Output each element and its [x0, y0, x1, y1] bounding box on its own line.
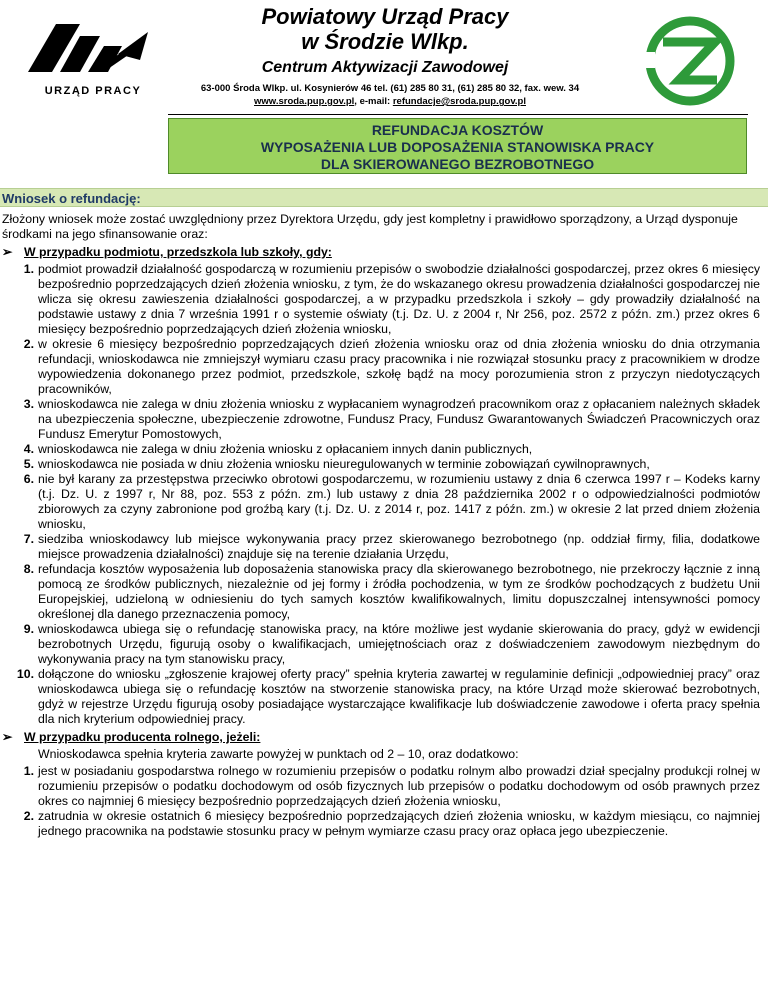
office-address: 63-000 Środa Wlkp. ul. Kosynierów 46 tel. (61) 285 80 31, (61) 285 80 32, fax. wew. 34	[200, 83, 580, 94]
list-number: 7.	[23, 532, 34, 546]
list-number: 8.	[23, 562, 34, 576]
email-link[interactable]: refundacje@sroda.pup.gov.pl	[392, 96, 526, 107]
document-body	[0, 212, 760, 841]
list-number: 4.	[23, 442, 34, 456]
office-name-line1: Powiatowy Urząd Pracy	[261, 4, 509, 29]
list-item	[0, 764, 760, 809]
email-label: , e-mail:	[354, 96, 393, 107]
document-header	[0, 0, 768, 115]
list-text: wnioskodawca nie zalega w dniu złożenia wniosku z opłacaniem innych danin publicznych,	[38, 442, 533, 456]
list-item	[0, 562, 760, 622]
document-title-banner	[168, 118, 747, 174]
banner-line1: REFUNDACJA KOSZTÓW	[371, 122, 544, 138]
list-item	[0, 262, 760, 337]
list-number: 1.	[23, 764, 34, 778]
part1-title: W przypadku podmiotu, przedszkola lub szkoły, gdy:	[24, 245, 332, 259]
list-item	[0, 667, 760, 727]
intro-paragraph: Złożony wniosek może zostać uwzględniony przez Dyrektora Urzędu, gdy jest kompletny i prawidłowo sporządzony, a Urząd dysponuje środkami na jego sfinansowanie oraz:	[2, 212, 738, 241]
arrow-bullet-icon: ➢	[2, 245, 13, 259]
list-item	[0, 397, 760, 442]
cz-emblem-icon	[643, 12, 738, 110]
list-number: 3.	[23, 397, 34, 411]
list-text: wnioskodawca nie posiada w dniu złożenia wniosku nieuregulowanych w terminie zobowiązań cywilnoprawnych,	[38, 457, 650, 471]
list-text: jest w posiadaniu gospodarstwa rolnego w rozumieniu przepisów o podatku rolnym albo prowadzi dział specjalny produkcji rolnej w rozumieniu przepisów o podatku dochodowym od osób fizycznych lub przepisów o podatku dochodowym od osób prawnych przez okres co najmniej 6 miesięcy bezpośrednio poprzedzających dzień złożenia wniosku,	[38, 764, 760, 808]
list-item	[0, 622, 760, 667]
header-divider	[168, 114, 748, 115]
part2-intro: Wnioskodawca spełnia kryteria zawarte powyżej w punktach od 2 – 10, oraz dodatkowo:	[38, 747, 519, 761]
list-text: podmiot prowadził działalność gospodarczą w rozumieniu przepisów o swobodzie działalności gospodarczej, przez okres 6 miesięcy bezpośrednio poprzedzających dzień złożenia wniosku, z tym, że do wskazanego okresu prowadzenia działalności gospodarczej nie wlicza się okresu zawieszenia działalności gospodarczej, a w przypadku przedszkola i szkoły – gdy prowadziły działalność na podstawie ustawy z dnia 7 września 1991 r o systemie oświaty (t.j. Dz. U. z 2004 r, Nr 256, poz. 2572 z późn. zm.) przez okres 6 miesięcy bezpośrednio poprzedzających dzień złożenia wniosku,	[38, 262, 760, 336]
list-text: refundacja kosztów wyposażenia lub doposażenia stanowiska pracy dla skierowanego bezrobotnego, nie przekroczy łącznie z inną pomocą ze środków publicznych, niezależnie od jej formy i źródła pochodzenia, w tym ze środków pochodzących z budżetu Unii Europejskiej, udzieloną w odniesieniu do tych samych kosztów kwalifikowalnych, limitu dopuszczalnej intensywności pomocy określonej dla danego przeznaczenia pomocy,	[38, 562, 760, 621]
list-number: 6.	[23, 472, 34, 486]
list-item	[0, 472, 760, 532]
part2-list	[0, 764, 760, 839]
list-number: 2.	[23, 337, 34, 351]
list-text: nie był karany za przestępstwa przeciwko obrotowi gospodarczemu, w rozumieniu ustawy z dnia 6 czerwca 1997 r – Kodeks karny (t.j. Dz. U. z 1997 r, Nr 88, poz. 553 z późn. zm.) lub ustawy z dnia 28 października 2002 r o odpowiedzialności podmiotów zbiorowych za czyny zabronione pod groźbą kary (t.j. Dz. U. z 2014 r, poz. 1417 z późn. zm.) w okresie 2 lat przed dniem złożenia wniosku,	[38, 472, 760, 531]
list-text: wnioskodawca ubiega się o refundację stanowiska pracy, na które możliwe jest wydanie skierowania do pracy, gdyż w ewidencji bezrobotnych Urzędu, figurują osoby o kwalifikacjach, umiejętnościach oraz z doświadczeniem zawodowym niezbędnym do wykonywania pracy na tym stanowisku pracy,	[38, 622, 760, 666]
list-item	[0, 532, 760, 562]
list-number: 1.	[23, 262, 34, 276]
section-heading: Wniosek o refundację:	[0, 188, 768, 207]
office-name-line2: w Środzie Wlkp.	[301, 29, 469, 54]
list-item	[0, 442, 760, 457]
list-number: 2.	[23, 809, 34, 823]
logo-text: URZĄD PRACY	[44, 85, 142, 97]
office-subtitle: Centrum Aktywizacji Zawodowej	[261, 59, 509, 76]
list-text: zatrudnia w okresie ostatnich 6 miesięcy bezpośrednio poprzedzających dzień złożenia wniosku, w każdym miesiącu, co najmniej jednego pracownika na podstawie stosunku pracy w pełnym wymiarze czasu pracy oraz opłaca jego ubezpieczenie.	[38, 809, 760, 838]
urzad-pracy-logo	[18, 14, 168, 104]
website-link[interactable]: www.sroda.pup.gov.pl	[254, 96, 355, 107]
list-number: 10.	[16, 667, 34, 681]
part2-heading	[0, 730, 760, 745]
part2-title: W przypadku producenta rolnego, jeżeli:	[24, 730, 261, 744]
part1-heading	[0, 245, 760, 260]
part1-list	[0, 262, 760, 727]
list-item	[0, 337, 760, 397]
list-number: 9.	[23, 622, 34, 636]
list-text: w okresie 6 miesięcy bezpośrednio poprzedzających dzień złożenia wniosku oraz od dnia złożenia wniosku do dnia otrzymania refundacji, wnioskodawca nie zmniejszył wymiaru czasu pracy pracownika i nie rozwiązał stosunku pracy z pracownikiem w drodze wypowiedzenia dokonanego przez podmiot, przedszkole, szkołę bądź na mocy porozumienia stron z przyczyn niedotyczących pracowników,	[38, 337, 760, 396]
arrow-bullet-icon: ➢	[2, 730, 13, 744]
contact-line	[175, 96, 605, 108]
list-number: 5.	[23, 457, 34, 471]
banner-line3: DLA SKIEROWANEGO BEZROBOTNEGO	[320, 156, 595, 172]
list-item	[0, 457, 760, 472]
list-text: dołączone do wniosku „zgłoszenie krajowej oferty pracy” spełnia kryteria zawartej w regulaminie definicji „odpowiedniej pracy” oraz wnioskodawca ubiega się o refundację kosztów na stworzenie stanowiska pracy, na które Urząd może skierować bezrobotnych, gdyż w rejestrze Urzędu figurują osoby posiadające wystarczające kwalifikacje lub doświadczenie zawodowe i oferta pracy spełnia dla nich kryterium odpowiedniej pracy.	[38, 667, 760, 726]
banner-line2: WYPOSAŻENIA LUB DOPOSAŻENIA STANOWISKA PRACY	[260, 139, 655, 155]
list-text: siedziba wnioskodawcy lub miejsce wykonywania pracy przez skierowanego bezrobotnego (np. oddział firmy, filia, dodatkowe miejsce prowadzenia działalności) znajduje się na terenie działania Urzędu,	[38, 532, 760, 561]
list-item	[0, 809, 760, 839]
list-text: wnioskodawca nie zalega w dniu złożenia wniosku z wypłacaniem wynagrodzeń pracownikom oraz z opłacaniem należnych składek na ubezpieczenia społeczne, ubezpieczenie zdrowotne, Fundusz Pracy, Fundusz Gwarantowanych Świadczeń Pracowniczych oraz Fundusz Emerytur Pomostowych,	[38, 397, 760, 441]
